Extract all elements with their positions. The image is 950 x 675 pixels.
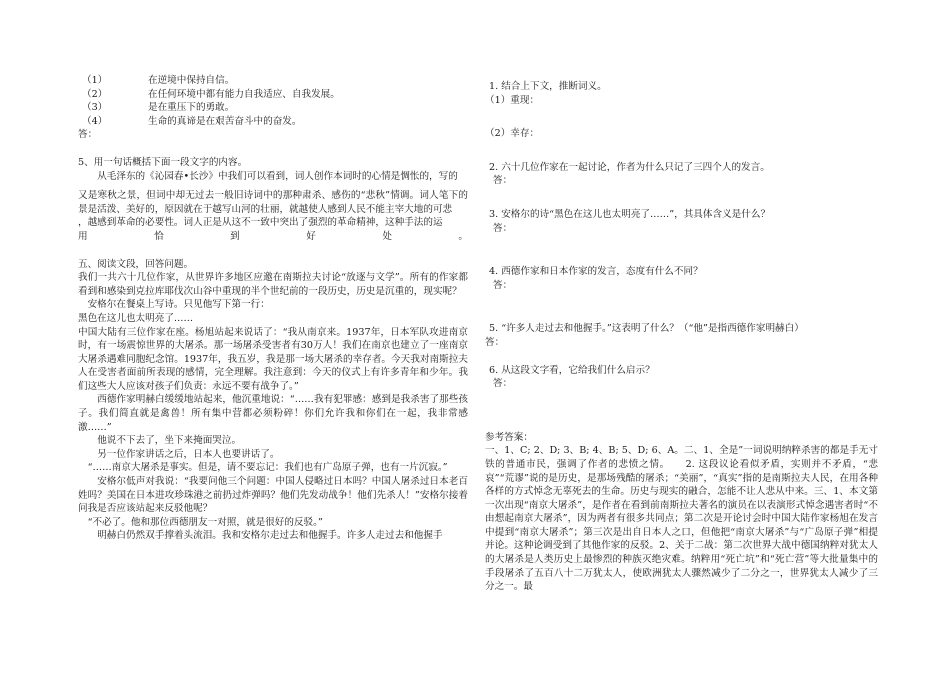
option-4 bbox=[78, 115, 468, 129]
spread-char: 到 bbox=[230, 230, 240, 242]
question-5-spread-line bbox=[78, 230, 468, 244]
spread-char: 处 bbox=[382, 230, 392, 242]
answer-label: 答： bbox=[493, 175, 513, 187]
passage-paragraph: 他说不下去了，坐下来掩面哭泣。 bbox=[97, 435, 242, 447]
question-6: 6. 从这段文字看，它给我们什么启示？ bbox=[489, 364, 655, 376]
option-text: 在逆境中保持自信。 bbox=[148, 75, 235, 86]
answer-label: 答： bbox=[493, 378, 513, 390]
left-column bbox=[78, 74, 468, 543]
reference-answers-text: 一、1、C; 2、D; 3、B; 4、B; 5、D; 6、A。二、1、全是”一词说明纳粹杀害的都是手无寸铁的普通市民，强调了作者的悲愤之情。 2. 这段议论看似矛盾，实则并不矛盾，“悲哀”“荒谬”说的是历史，是那场残酷的屠杀；“美丽”，“真实”指的是南斯拉夫人民，在用各种各样的方式悼念无辜死去的生命。历史与现实的融合，怎能不让人悲从中来。三、1、本文第一次出现“南京大屠杀”，是作者在看到前南斯拉夫著名的演员在以表演形式悼念遇害者时“不由想起南京大屠杀”，因为两者有很多共同点；第二次是开论讨会时中国大陆作家杨旭在发言中提到“南京大屠杀”；第三次是出自日本人之口，但他把“南京大屠杀”与“广岛原子弹”相提并论。这种论调受到了其他作家的反驳。2、关于二战：第二次世界大战中德国纳粹对犹太人的大屠杀是人类历史上最惨烈的种族灭绝灾难。纳粹用“死亡坑”和“死亡营”等大批量集中的手段屠杀了五百八十二万犹太人，使欧洲犹太人骤然减少了二分之一，世界犹太人减少了三分之一。最 bbox=[485, 445, 878, 593]
option-text: 生命的真谛是在艰苦奋斗中的奋发。 bbox=[148, 115, 302, 127]
question-1: 1. 结合上下文，推断词义。 bbox=[489, 81, 607, 92]
option-number: （4） bbox=[82, 115, 108, 127]
option-1 bbox=[78, 74, 468, 88]
question-5-title: 5、用一句话概括下面一段文字的内容。 bbox=[78, 156, 248, 168]
spread-char: 用 bbox=[78, 230, 88, 242]
question-5-line: 又是寒秋之景，但词中却无过去一般旧诗词中的那种肃杀、感伤的“悲秋”情调。词人笔下的景是活泼、美好的，原因就在于越写山河的壮丽，就越使人感到人民不能主宰大地的可悲 bbox=[78, 190, 468, 215]
option-number: （1） bbox=[82, 75, 108, 86]
passage-paragraph: 安格尔低声对我说：“我要问他三个问题：中国人侵略过日本吗？中国人屠杀过日本老百姓吗？美国在日本进攻珍珠港之前扔过炸弹吗？他们先发动战争！他们先杀人！”安格尔接着问我是否应该站起来反驳他呢？ bbox=[78, 476, 468, 515]
option-text: 是在重压下的勇敢。 bbox=[148, 102, 235, 114]
reference-answers-title: 参考答案： bbox=[485, 431, 533, 443]
answer-label: 答： bbox=[485, 336, 505, 348]
option-text: 在任何环境中都有能力自我适应、自我发展。 bbox=[148, 88, 340, 100]
spread-char: 。 bbox=[458, 230, 468, 242]
passage-paragraph: 明赫白仍然双手撑着头流泪。我和安格尔走过去和他握手。许多人走过去和他握手 bbox=[97, 530, 443, 542]
option-number: （2） bbox=[82, 88, 108, 100]
question-2: 2. 六十几位作家在一起讨论，作者为什么只记了三四个人的发言。 bbox=[489, 161, 770, 173]
question-5: 5. “许多人走过去和他握手。”这表明了什么？（“他”是指西德作家明赫白） bbox=[489, 323, 804, 335]
option-2 bbox=[78, 88, 468, 102]
spread-char: 好 bbox=[306, 230, 316, 242]
question-5-line: ，越感到革命的必要性。词人正是从这不一致中突出了强烈的革命精神，这种手法的运 bbox=[78, 217, 443, 229]
question-5-line: 从毛泽东的《沁园春•长沙》中我们可以看到，词人创作本词时的心情是惆怅的，写的 bbox=[97, 170, 458, 182]
question-1-part-a: （1）重现： bbox=[485, 94, 540, 106]
answer-label: 答： bbox=[78, 129, 98, 141]
question-3: 3. 安格尔的诗“黑色在这儿也太明亮了……”，其具体含义是什么？ bbox=[489, 208, 771, 220]
passage-paragraph: 西德作家明赫白缓缓地站起来，他沉重地说：“……我有犯罪感：感到是我杀害了那些孩子。我们简直就是禽兽！所有集中营都必须粉碎！你们允许我和你们在一起，我非常感激……” bbox=[78, 394, 468, 433]
question-1-part-b: （2）幸存： bbox=[485, 128, 540, 140]
passage-paragraph: “……南京大屠杀是事实。但是，请不要忘记：我们也有广岛原子弹，也有一片沉寂。” bbox=[87, 462, 448, 474]
option-3 bbox=[78, 101, 468, 115]
passage-paragraph: 安格尔在餐桌上写诗。只见他写下第一行： bbox=[87, 299, 270, 311]
passage-paragraph: 我们一共六十几位作家，从世界许多地区应邀在南斯拉夫讨论“放逐与文学”。所有的作家都看到和感染到克拉库耶伐次山谷中重现的半个世纪前的一段历史，历史是沉重的，现实呢？ bbox=[78, 272, 468, 297]
passage-paragraph: 中国大陆有三位作家在座。杨旭站起来说话了：“我从南京来。1937年，日本军队攻进南京时，有一场震惊世界的大屠杀。那一场屠杀受害者有30万人！我们在南京也建立了一座南京大屠杀遇难同胞纪念馆。1937年，我五岁，我是那一场大屠杀的幸存者。今天我对南斯拉夫人在受害者面前所表现的感情，完全理解。我注意到：今天的仪式上有许多青年和少年。我们这些大人应该对孩子们负责：永远不要有战争了。” bbox=[78, 326, 468, 392]
spread-char: 恰 bbox=[154, 230, 164, 242]
passage-paragraph: 另一位作家讲话之后，日本人也要讲话了。 bbox=[97, 448, 280, 460]
passage-poem-line: 黑色在这儿也太明亮了…… bbox=[78, 312, 194, 324]
option-number: （3） bbox=[82, 102, 108, 114]
answer-label: 答： bbox=[493, 279, 513, 291]
section-5-title: 五、阅读文段，回答问题。 bbox=[78, 258, 194, 270]
right-column bbox=[485, 74, 878, 594]
question-4: 4. 西德作家和日本作家的发言，态度有什么不同？ bbox=[489, 266, 703, 278]
answer-label: 答： bbox=[493, 222, 513, 234]
passage-paragraph: “不必了。他和那位西德朋友一对照，就是很好的反驳。” bbox=[87, 516, 323, 528]
